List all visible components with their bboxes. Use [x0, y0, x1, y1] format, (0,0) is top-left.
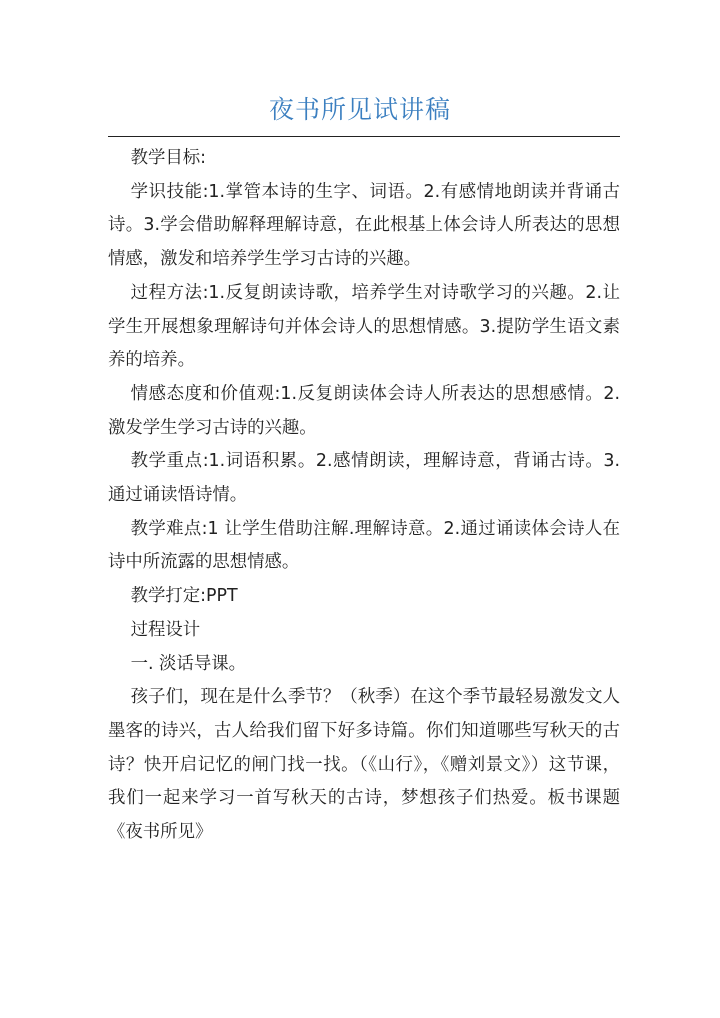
- paragraph-section-one: 一. 淡话导课。: [130, 653, 247, 674]
- paragraph-difficulties: 教学难点:1 让学生借助注解.理解诗意。2.通过诵读体会诗人在诗中所流露的思想情感。: [108, 518, 620, 573]
- paragraph-preparation: 教学打定:PPT: [130, 586, 238, 607]
- paragraph-key-points: 教学重点:1.词语积累。2.感情朗读，理解诗意，背诵古诗。3.通过诵读悟诗情。: [108, 451, 620, 506]
- document-body: [108, 142, 620, 850]
- paragraph-emotion-values: 情感态度和价值观:1.反复朗读体会诗人所表达的思想感情。2.激发学生学习古诗的兴趣。: [108, 383, 620, 438]
- title-divider: [108, 136, 620, 137]
- document-title: 夜书所见试讲稿: [268, 95, 451, 124]
- paragraph-knowledge-skills: 学识技能:1.掌管本诗的生字、词语。2.有感情地朗读并背诵古诗。3.学会借助解释理解诗意，在此根基上体会诗人所表达的思想情感，激发和培养学生学习古诗的兴趣。: [108, 181, 620, 270]
- paragraph-process-design: 过程设计: [130, 619, 201, 640]
- paragraph-introduction: 孩子们，现在是什么季节？（秋季）在这个季节最轻易激发文人墨客的诗兴，古人给我们留下好多诗篇。你们知道哪些写秋天的古诗？快开启记忆的闸门找一找。（《山行》，《赠刘景文》）这节课，我们一起来学习一首写秋天的古诗，梦想孩子们热爱。板书课题《夜书所见》: [108, 687, 620, 843]
- paragraph-teaching-goals-heading: 教学目标:: [130, 148, 207, 168]
- paragraph-process-methods: 过程方法:1.反复朗读诗歌，培养学生对诗歌学习的兴趣。2.让学生开展想象理解诗句并体会诗人的思想情感。3.提防学生语文素养的培养。: [108, 282, 620, 371]
